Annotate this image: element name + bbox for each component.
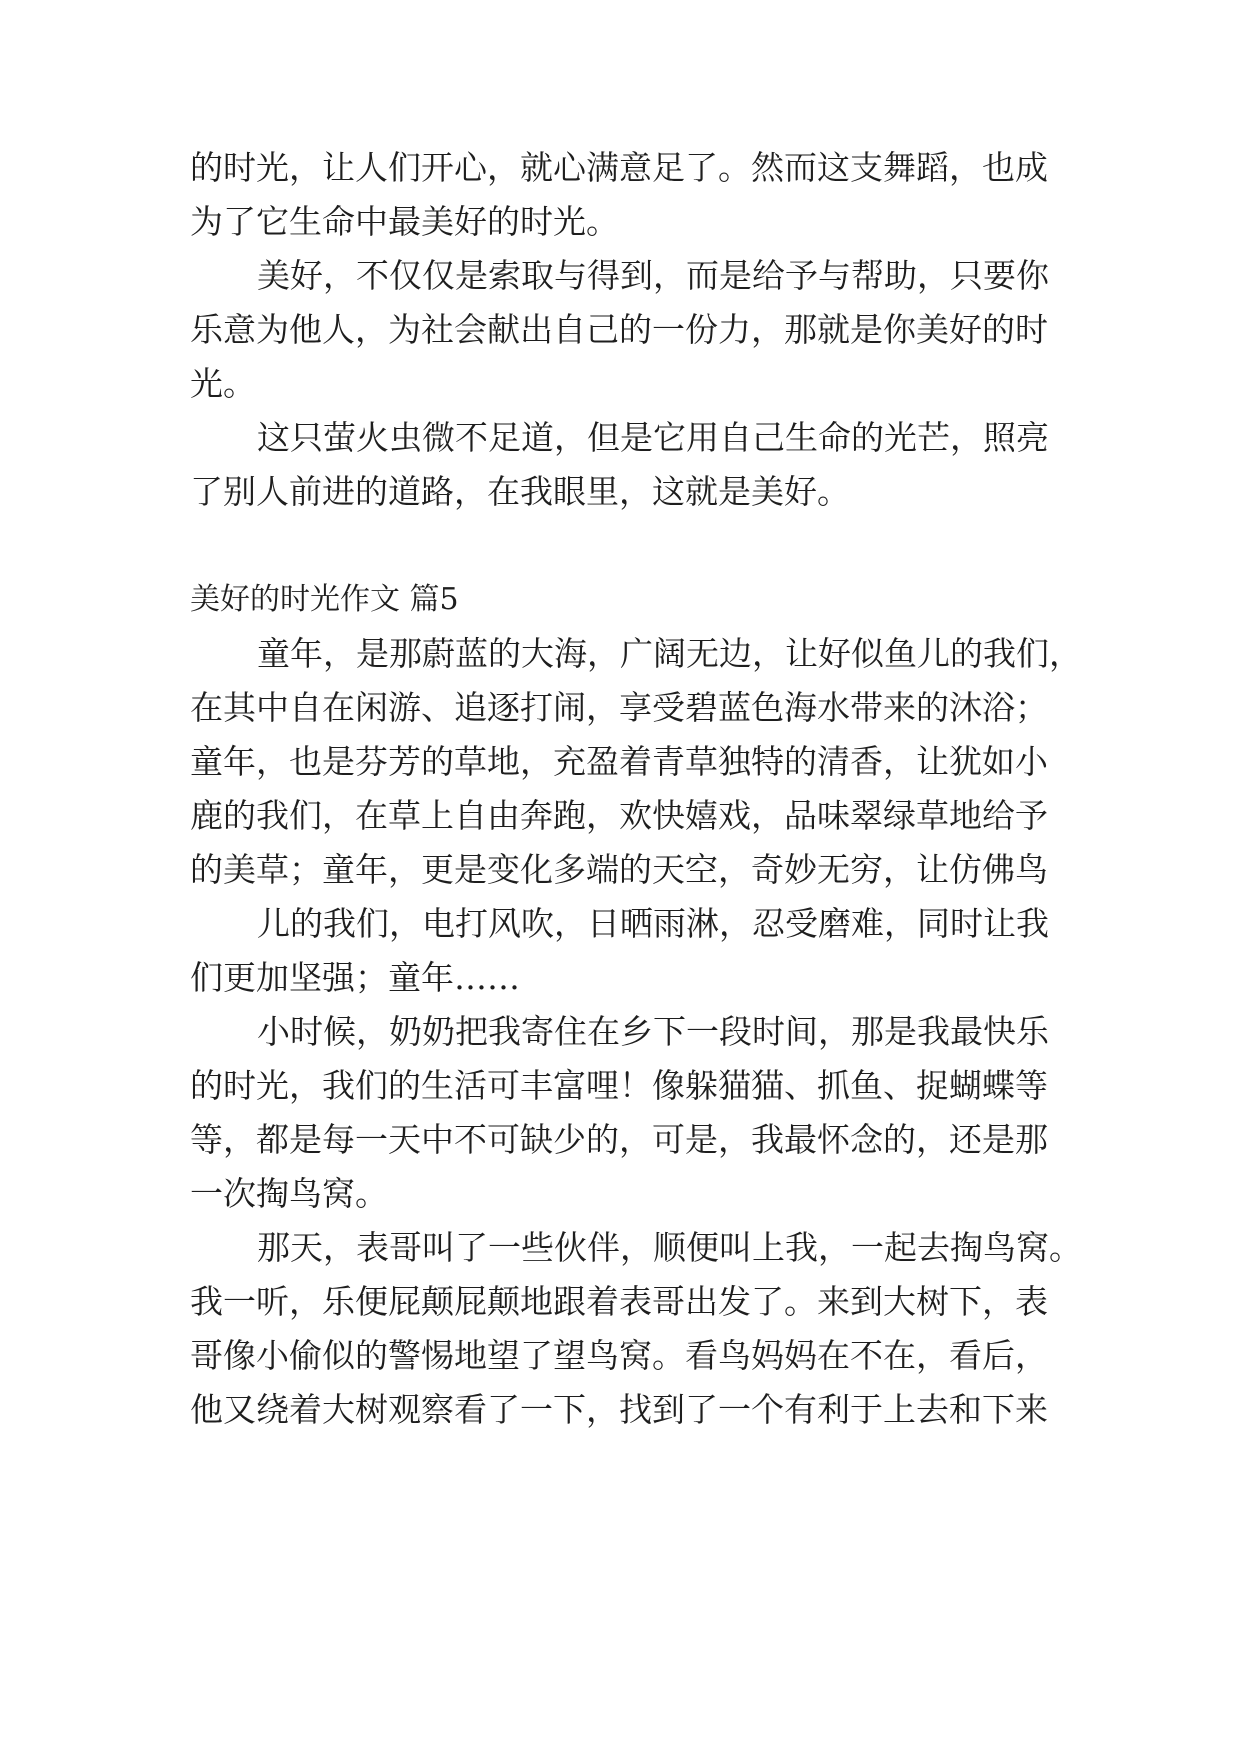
text-line: 童年，是那蔚蓝的大海，广阔无边，让好似鱼儿的我们， bbox=[257, 634, 1082, 673]
text-line: 在其中自在闲游、追逐打闹，享受碧蓝色海水带来的沐浴； bbox=[190, 688, 1048, 727]
text-line: 的时光，让人们开心，就心满意足了。然而这支舞蹈，也成 bbox=[190, 148, 1048, 187]
text-line: 乐意为他人，为社会献出自己的一份力，那就是你美好的时 bbox=[190, 310, 1048, 349]
text-line: 小时候，奶奶把我寄住在乡下一段时间，那是我最快乐 bbox=[257, 1012, 1049, 1051]
text-line: 为了它生命中最美好的时光。 bbox=[190, 202, 619, 241]
text-line: 儿的我们，电打风吹，日晒雨淋，忍受磨难，同时让我 bbox=[257, 904, 1049, 943]
text-line: 的时光，我们的生活可丰富哩！像躲猫猫、抓鱼、捉蝴蝶等 bbox=[190, 1066, 1048, 1105]
text-line: 一次掏鸟窝。 bbox=[190, 1174, 388, 1213]
text-line: 那天，表哥叫了一些伙伴，顺便叫上我，一起去掏鸟窝。 bbox=[257, 1228, 1082, 1267]
text-line: 哥像小偷似的警惕地望了望鸟窝。看鸟妈妈在不在，看后， bbox=[190, 1336, 1048, 1375]
section-heading: 美好的时光作文 篇5 bbox=[190, 582, 459, 617]
text-line: 鹿的我们，在草上自由奔跑，欢快嬉戏，品味翠绿草地给予 bbox=[190, 796, 1048, 835]
text-line: 等，都是每一天中不可缺少的，可是，我最怀念的，还是那 bbox=[190, 1120, 1048, 1159]
text-line: 他又绕着大树观察看了一下，找到了一个有利于上去和下来 bbox=[190, 1390, 1048, 1429]
text-line: 的美草；童年，更是变化多端的天空，奇妙无穷，让仿佛鸟 bbox=[190, 850, 1048, 889]
text-line: 们更加坚强；童年…… bbox=[190, 958, 520, 997]
text-line: 光。 bbox=[190, 364, 256, 403]
text-line: 我一听，乐便屁颠屁颠地跟着表哥出发了。来到大树下，表 bbox=[190, 1282, 1048, 1321]
text-line: 这只萤火虫微不足道，但是它用自己生命的光芒，照亮 bbox=[257, 418, 1049, 457]
text-line: 童年，也是芬芳的草地，充盈着青草独特的清香，让犹如小 bbox=[190, 742, 1048, 781]
text-line: 美好，不仅仅是索取与得到，而是给予与帮助，只要你 bbox=[257, 256, 1049, 295]
text-line: 了别人前进的道路，在我眼里，这就是美好。 bbox=[190, 472, 850, 511]
